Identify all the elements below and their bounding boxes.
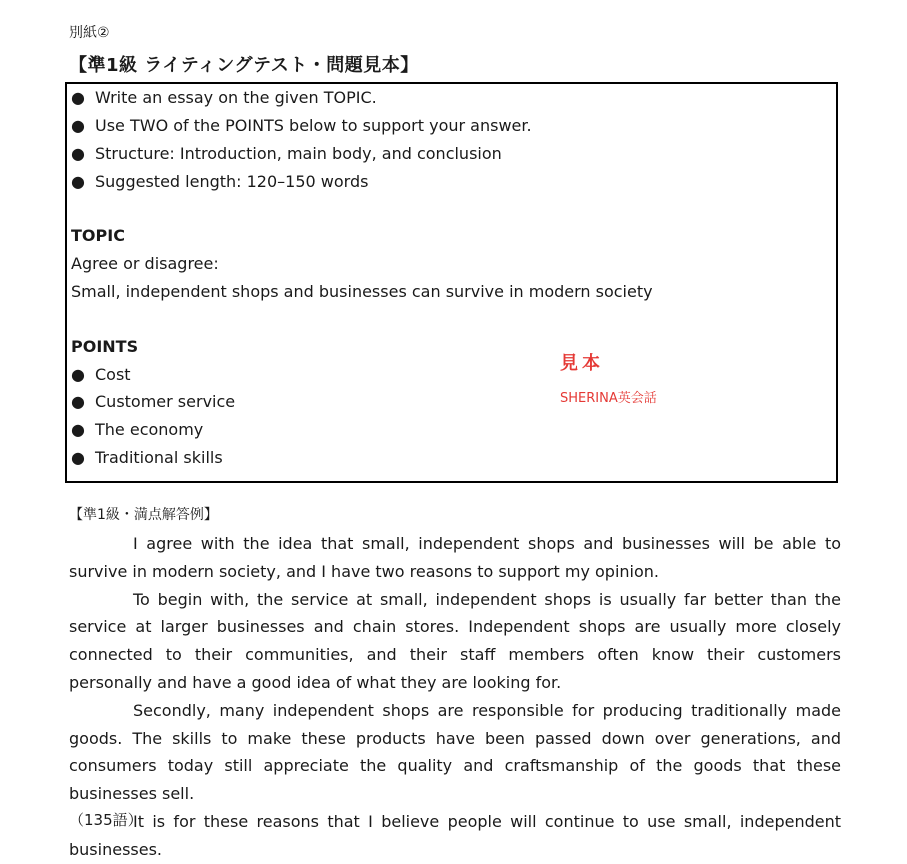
essay-paragraph: It is for these reasons that I believe people will continue to use small, independent businesses. (69, 811, 841, 859)
topic-statement: Small, independent shops and businesses can survive in modern society (71, 282, 653, 301)
bullet-icon: ● (71, 365, 85, 384)
points-heading: POINTS (71, 337, 139, 356)
instruction-item (71, 115, 532, 137)
answer-heading: 【準1級・満点解答例】 (69, 507, 218, 523)
bullet-icon: ● (71, 448, 85, 467)
essay-paragraph: I agree with the idea that small, independent shops and businesses will be able to survive in modern society, and I have two reasons to support my opinion. (69, 534, 841, 581)
instruction-text: Use TWO of the POINTS below to support your answer. (95, 116, 532, 135)
bullet-icon: ● (71, 420, 85, 439)
attachment-label: 別紙② (69, 25, 110, 41)
instruction-text: Suggested length: 120–150 words (95, 172, 369, 191)
instruction-text: Write an essay on the given TOPIC. (95, 88, 377, 107)
bullet-icon: ● (71, 172, 85, 191)
point-text: The economy (95, 420, 204, 439)
word-count: （135語） (69, 811, 143, 829)
point-item (71, 364, 131, 386)
essay-paragraph: To begin with, the service at small, independent shops is usually far better than the service at larger businesses and chain stores. Independent shops are usually more closely connected to their communities, and their staff members often know their customers personally and have a good idea of what they are looking for. (69, 589, 841, 692)
bullet-icon: ● (71, 88, 85, 107)
answer-essay (69, 530, 841, 864)
instruction-item (71, 143, 502, 165)
instruction-text: Structure: Introduction, main body, and conclusion (95, 144, 502, 163)
point-item (71, 391, 235, 413)
watermark-brand: SHERINA英会話 (560, 391, 657, 406)
point-item (71, 447, 223, 469)
topic-heading: TOPIC (71, 226, 125, 245)
point-text: Customer service (95, 392, 236, 411)
bullet-icon: ● (71, 392, 85, 411)
bullet-icon: ● (71, 116, 85, 135)
page-title: 【準1級 ライティングテスト・問題見本】 (69, 55, 419, 76)
topic-prompt: Agree or disagree: (71, 254, 219, 273)
bullet-icon: ● (71, 144, 85, 163)
sample-watermark: 見本 (560, 353, 604, 374)
task-box (65, 82, 838, 483)
instruction-item (71, 171, 368, 193)
point-item (71, 419, 203, 441)
essay-paragraph: Secondly, many independent shops are responsible for producing traditionally made goods. The skills to make these products have been passed down over generations, and consumers today still appreciate the quality and craftsmanship of the goods that these businesses sell. (69, 700, 841, 804)
point-text: Traditional skills (95, 448, 223, 467)
instruction-item (71, 87, 377, 109)
point-text: Cost (95, 365, 131, 384)
